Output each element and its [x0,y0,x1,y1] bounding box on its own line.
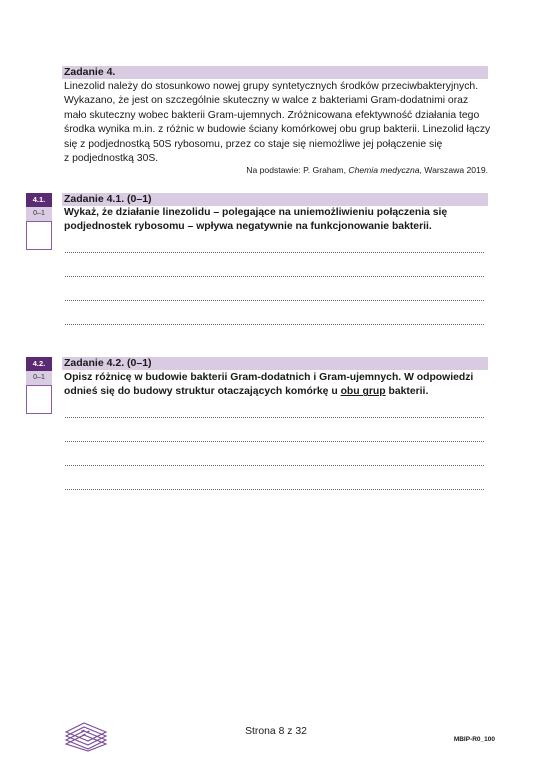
source-suffix: , Warszawa 2019. [419,165,488,175]
answer-line[interactable] [65,324,484,325]
intro-line: środka wynika m.in. z różnic w budowie ściany komórkowej obu grup bakterii. Linezolid łączy [64,124,491,136]
task-4-2-score-field[interactable] [26,385,52,414]
task-4-1-title: Zadanie 4.1. (0–1) [62,193,488,206]
answer-line[interactable] [65,276,484,277]
question-line: Opisz różnicę w budowie bakterii Gram-dodatnich i Gram-ujemnych. W odpowiedzi [64,372,474,383]
answer-line[interactable] [65,300,484,301]
emphasis-underlined: obu grup [340,386,386,398]
task-4-1-score: 0–1 [26,207,52,221]
task-4-2-score: 0–1 [26,371,52,385]
intro-line: się z podjednostką 50S rybosomu, przez co staje się niemożliwe jej połączenie się [64,138,443,150]
source-prefix: Na podstawie: P. Graham, [246,165,349,175]
page-number: Strona 8 z 32 [245,726,307,737]
source-citation [246,165,488,175]
question-line [64,385,492,399]
question-line: podjednostek rybosomu – wpływa negatywnie na funkcjonowanie bakterii. [64,221,432,233]
task-4-1-question [64,206,492,235]
answer-line[interactable] [65,465,484,466]
question-text: odnieś się do budowy struktur otaczających komórkę u [64,386,341,398]
task-4-2-number: 4.2. [26,357,52,371]
question-text: bakterii. [385,386,429,398]
task-4-1-score-field[interactable] [26,221,52,250]
intro-line: Wykazano, że jest on szczególnie skuteczny w walce z bakteriami Gram-dodatnimi oraz [64,95,469,107]
source-title: Chemia medyczna [348,165,420,175]
task-4-intro [64,80,492,166]
answer-line[interactable] [65,417,484,418]
exam-code: MBIP-R0_100 [453,736,495,743]
task-4-title: Zadanie 4. [62,66,488,79]
task-4-2-score-box [26,357,52,414]
answer-line[interactable] [65,489,484,490]
task-4-2-title: Zadanie 4.2. (0–1) [62,357,488,370]
answer-line[interactable] [65,252,484,253]
intro-line: Linezolid należy do stosunkowo nowej grupy syntetycznych środków przeciwbakteryjnych. [64,81,479,92]
task-4-1-number: 4.1. [26,193,52,207]
task-4-2-question [64,371,492,400]
task-4-1-score-box [26,193,52,250]
intro-line: mało skuteczny wobec bakterii Gram-ujemnych. Zróżnicowana efektywność działania tego [64,109,480,121]
answer-line[interactable] [65,441,484,442]
question-line: Wykaż, że działanie linezolidu – polegające na uniemożliwieniu połączenia się [64,207,448,218]
intro-line: z podjednostką 30S. [64,153,159,165]
